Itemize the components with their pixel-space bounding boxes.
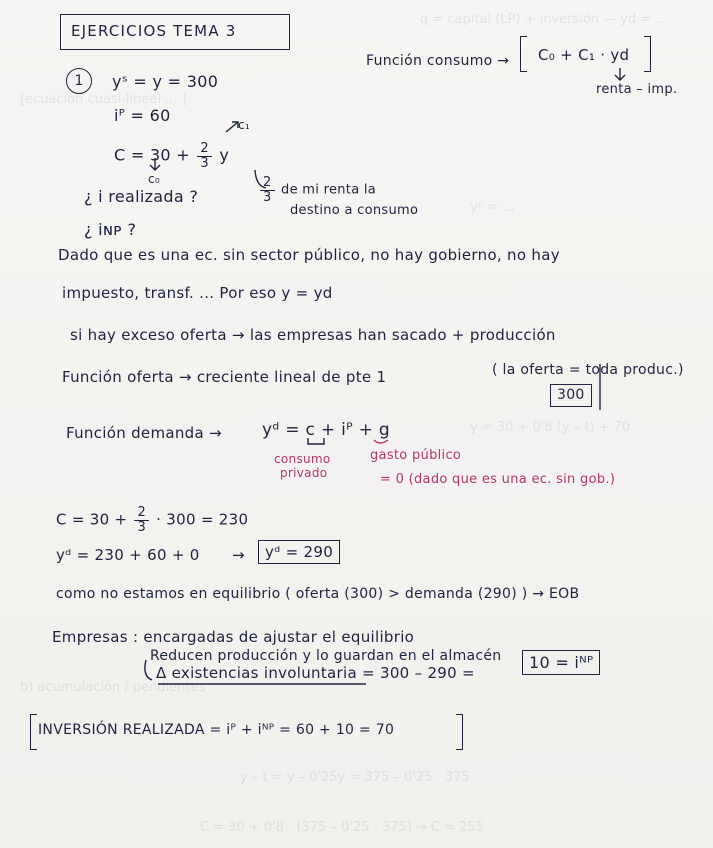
supply-note: ( la oferta = toda produc.) [492,362,684,378]
bleed-through-text: [ecuación cuasi-lineal ... ] [20,92,187,107]
exercise-number-label: 1 [74,73,84,89]
disposable-income-note: renta – imp. [596,82,678,97]
question-unplanned-investment: ¿ iɴᴘ ? [84,220,137,239]
note-text-2: destino a consumo [290,203,419,218]
demand-formula: yᵈ = c + iᴾ + g [262,420,390,440]
bleed-through-text: q = capital (LP) + inversión — yd = ... [420,12,668,27]
title-box [60,14,290,50]
note-fraction [260,176,275,204]
unplanned-investment-box: 10 = iᴺᴾ [522,650,600,675]
consumption-y: y [219,145,230,165]
exercise-number [66,68,92,94]
bleed-through-text: y – t = y – 0'25y = 375 – 0'25 · 375 [240,770,470,785]
inversion-right-bracket [456,714,463,750]
explanation-line-2: impuesto, transf. ... Por eso y = yd [62,284,333,302]
c1-label: c₁ [238,118,251,132]
supply-function-line: Función oferta → creciente lineal de pte 1 [62,368,387,386]
bleed-through-text: b) acumulación / pendientes [20,680,206,695]
supply-value-box: 300 [550,384,592,407]
realized-investment-line: INVERSIÓN REALIZADA = iᴾ + iᴺᴾ = 60 + 10 = 70 [38,722,395,738]
public-spending-label: gasto público [370,448,462,463]
page-title: EJERCICIOS TEMA 3 [71,22,237,40]
left-bracket [520,36,527,72]
inversion-left-bracket [30,714,37,750]
calc-fraction-numerator: 2 [134,506,149,521]
public-spending-zero: = 0 (dado que es una ec. sin gob.) [380,472,616,487]
fraction-numerator: 2 [197,142,212,157]
bleed-through-text: y = 30 + 0'8 (y – t) + 70 [470,420,631,435]
question-realized-investment: ¿ i realizada ? [84,187,199,206]
private-consumption-label-1: consumo [274,452,331,466]
bleed-through-text: yᵖ = ... [470,200,515,215]
inventory-change-line: Δ existencias involuntaria = 300 – 290 = [156,664,475,682]
calc-fraction [134,506,149,534]
disequilibrium-line: como no estamos en equilibrio ( oferta (300) > demanda (290) ) → EOB [56,586,580,602]
calc-left: C = 30 + [56,510,128,529]
explanation-line-1: Dado que es una ec. sin sector público, no hay gobierno, no hay [58,246,560,264]
bleed-through-text: C = 30 + 0'8 · (375 – 0'25 · 375) → C = 255 [200,820,484,835]
consumption-left: C = 30 + [114,145,191,165]
calc-fraction-denominator: 3 [137,519,147,535]
note-text: de mi renta la [281,182,377,198]
reduce-production-line: Reducen producción y lo guardan en el almacén [150,648,502,664]
private-consumption-label-2: privado [280,466,328,480]
consumption-equation [114,142,229,170]
demand-function-label: Función demanda → [66,424,222,442]
fraction-note [258,176,376,204]
c0-label: c₀ [148,172,161,186]
firms-role-line: Empresas : encargadas de ajustar el equilibrio [52,628,415,646]
consumption-function-label: Función consumo → [366,53,510,69]
right-bracket [644,36,651,72]
note-fraction-denominator: 3 [263,189,272,205]
demand-calculation: yᵈ = 230 + 60 + 0 [56,546,200,564]
consumption-calculation [56,506,248,534]
excess-supply-line: si hay exceso oferta → las empresas han sacado + producción [70,326,556,344]
demand-result-box: yᵈ = 290 [258,540,340,564]
note-fraction-numerator: 2 [260,176,275,191]
fraction-denominator: 3 [200,155,209,171]
consumption-fraction [197,142,212,170]
calc-right: · 300 = 230 [156,510,249,529]
arrow-symbol: → [232,546,245,564]
consumption-function-formula: C₀ + C₁ · yd [538,46,630,64]
planned-investment: iᴾ = 60 [114,106,171,125]
supply-equation: yˢ = y = 300 [112,72,219,91]
